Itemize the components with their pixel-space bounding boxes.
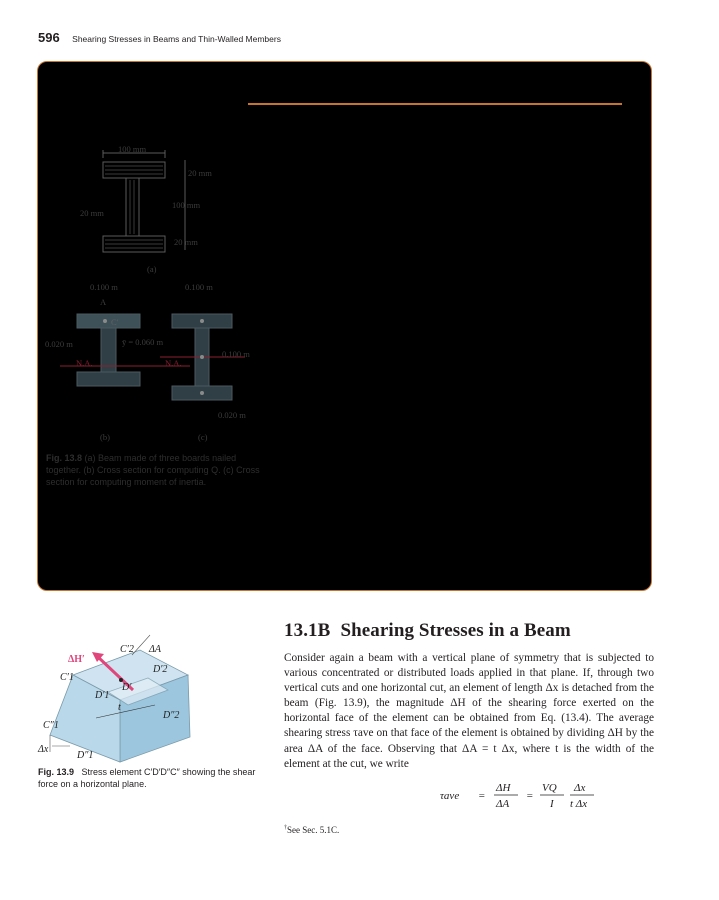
- d2p-label: D′2: [153, 664, 168, 675]
- c1p-label: C′1: [60, 672, 74, 683]
- eq-sign-2: =: [526, 790, 534, 802]
- fig-13-8-caption-label: Fig. 13.8: [46, 453, 83, 463]
- a-dim-bottom: 20 mm: [174, 237, 198, 247]
- b-na: N.A.: [76, 358, 93, 368]
- section-heading: [284, 620, 571, 642]
- figure-13-9-caption: [38, 767, 263, 790]
- section-paragraph: Consider again a beam with a vertical plane of symmetry that is subjected to various concentrated or distributed loads applied in that plane. If, through two vertical cuts and one horizontal cut, an element of length Δx is detached from the beam (Fig. 13.9), the magnitude ΔH of the shearing force exerted on the horizontal face of the element can be obtained from Eq. (13.4). The average shearing stress τave on that face of the element is obtained by dividing ΔH by the area ΔA of the face. Observing that ΔA = t Δx, where t is the width of the element at the cut, we write: [284, 652, 654, 770]
- delta-h-label: ΔH′: [68, 654, 85, 665]
- eq-f3-num: Δx: [574, 782, 586, 794]
- a-label: (a): [147, 264, 157, 274]
- c-dim-web: 0.100 m: [222, 349, 250, 359]
- b-point-c: C': [111, 317, 119, 327]
- b-label: (b): [100, 432, 110, 442]
- dx-label: Δx: [38, 744, 49, 755]
- c2p-label: C′2: [120, 644, 134, 655]
- delta-a-label: ΔA: [149, 644, 161, 655]
- page-number: 596: [38, 30, 60, 45]
- a-dim-web-width: 20 mm: [80, 208, 104, 218]
- a-dim-top: 100 mm: [118, 144, 147, 154]
- d1pp-label: D″1: [77, 750, 94, 761]
- d2pp-label: D″2: [163, 710, 180, 721]
- footnote-mark: †: [284, 825, 287, 831]
- b-ybar: ȳ = 0.060 m: [122, 337, 164, 347]
- fig-13-9-caption-text: Stress element C′D′D″C″ showing the shear force on a horizontal plane.: [38, 767, 256, 789]
- running-title: Shearing Stresses in Beams and Thin-Walled Members: [72, 34, 281, 44]
- c-na: N.A.: [165, 358, 182, 368]
- t-label: t: [118, 702, 121, 713]
- c-dim-top: 0.100 m: [185, 282, 213, 292]
- d1p-label: D′1: [95, 690, 110, 701]
- section-title: Shearing Stresses in a Beam: [340, 620, 571, 641]
- b-dim-flange: 0.020 m: [45, 339, 73, 349]
- d-prime-label: D′: [122, 682, 132, 693]
- fig-13-9-caption-label: Fig. 13.9: [38, 767, 75, 777]
- eq-f1-den: ΔA: [496, 798, 510, 809]
- equation: [440, 779, 640, 809]
- c1pp-label: C″1: [43, 720, 59, 731]
- eq-f2-num: VQ: [542, 782, 557, 794]
- eq-sign-1: =: [478, 790, 486, 802]
- section-number: 13.1B: [284, 620, 331, 641]
- footnote-text: See Sec. 5.1C.: [287, 825, 340, 835]
- eq-f3-den: t Δx: [570, 798, 588, 809]
- c-label: (c): [198, 432, 208, 442]
- a-dim-web-height: 100 mm: [172, 200, 201, 210]
- b-dim-top: 0.100 m: [90, 282, 118, 292]
- footnote: [284, 825, 339, 835]
- a-dim-flange: 20 mm: [188, 168, 212, 178]
- eq-lhs: τave: [440, 790, 460, 802]
- fig-13-8-caption-text: (a) Beam made of three boards nailed together. (b) Cross section for computing Q. (c) Cross section for computing moment of inertia.: [46, 453, 260, 487]
- eq-f2-den: I: [550, 798, 554, 809]
- c-dim-bottom: 0.020 m: [218, 410, 246, 420]
- eq-f1-num: ΔH: [496, 782, 511, 794]
- b-point-a: A: [100, 297, 107, 307]
